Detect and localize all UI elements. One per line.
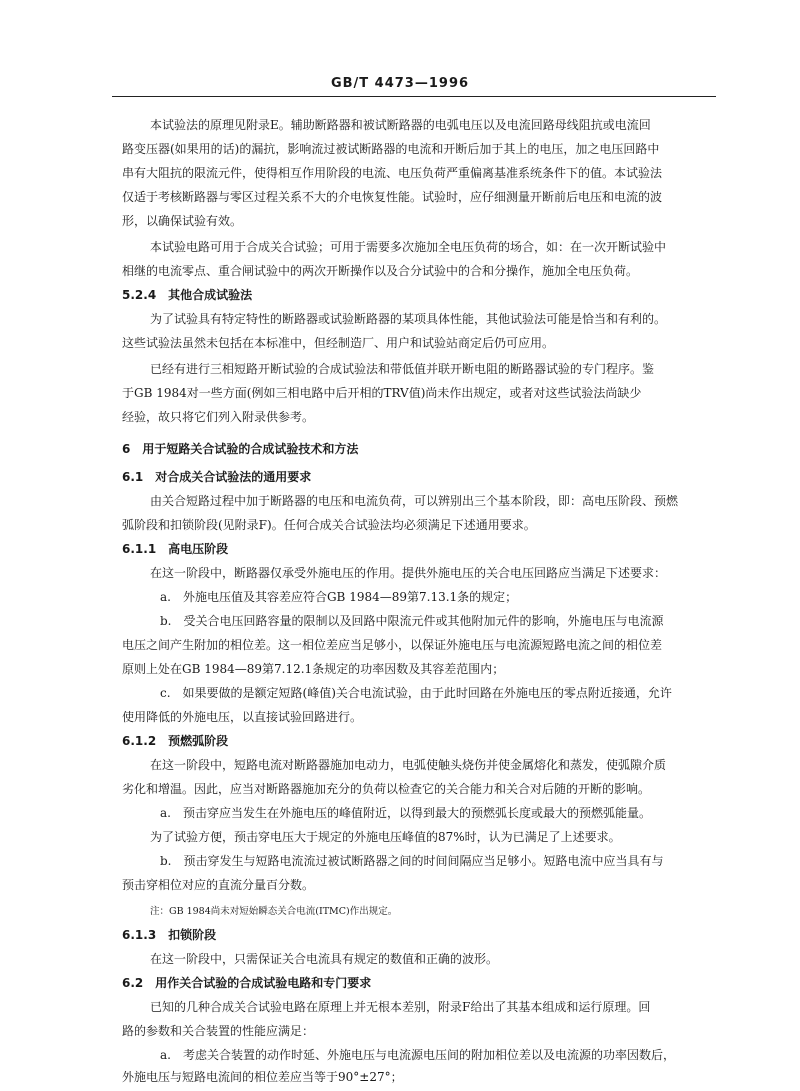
text-line: 外施电压与短路电流间的相位差应当等于90°±27°；: [122, 1070, 403, 1084]
text-line: a. 外施电压值及其容差应符合GB 1984—89第7.13.1条的规定；: [160, 590, 518, 604]
section-heading: 6.1.2 预燃弧阶段: [122, 734, 229, 748]
text-line: 已经有进行三相短路开断试验的合成试验法和带低值并联开断电阻的断路器试验的专门程序。鉴: [150, 362, 655, 376]
text-line: 于GB 1984对一些方面(例如三相电路中后开相的TRV值)尚未作出规定，或者对这些试验法尚缺少: [122, 386, 642, 400]
text-line: 由关合短路过程中加于断路器的电压和电流负荷，可以辨别出三个基本阶段，即：高电压阶段、预燃: [150, 494, 679, 508]
text-line: 形，以确保试验有效。: [122, 214, 243, 228]
text-line: 预击穿相位对应的直流分量百分数。: [122, 878, 315, 892]
header-rule: [112, 96, 716, 97]
text-line: 弧阶段和扣锁阶段(见附录F)。任何合成关合试验法均必须满足下述通用要求。: [122, 518, 536, 532]
text-line: 相继的电流零点、重合闸试验中的两次开断操作以及合分试验中的合和分操作，施加全电压负荷。: [122, 264, 639, 278]
text-line: 路变压器(如果用的话)的漏抗，影响流过被试断路器的电流和开断后加于其上的电压，加之电压回路中: [122, 142, 660, 156]
text-line: 为了试验具有特定特性的断路器或试验断路器的某项具体性能，其他试验法可能是恰当和有利的。: [150, 312, 667, 326]
text-line: 这些试验法虽然未包括在本标准中，但经制造厂、用户和试验站商定后仍可应用。: [122, 336, 555, 350]
note-line: 注：GB 1984尚未对短始瞬态关合电流(ITMC)作出规定。: [150, 906, 398, 917]
text-line: b. 预击穿发生与短路电流流过被试断路器之间的时间间隔应当足够小。短路电流中应当具有与: [160, 854, 664, 868]
text-line: 为了试验方便，预击穿电压大于规定的外施电压峰值的87%时，认为已满足了上述要求。: [150, 830, 621, 844]
section-heading: 6.1.1 高电压阶段: [122, 542, 229, 556]
text-line: c. 如果要做的是额定短路(峰值)关合电流试验，由于此时回路在外施电压的零点附近接通，允许: [160, 686, 672, 700]
text-line: 使用降低的外施电压，以直接试验回路进行。: [122, 710, 363, 724]
text-line: 在这一阶段中，短路电流对断路器施加电动力，电弧使触头烧伤并使金属熔化和蒸发，使弧隙介质: [150, 758, 667, 772]
text-line: 在这一阶段中，断路器仅承受外施电压的作用。提供外施电压的关合电压回路应当满足下述要求：: [150, 566, 667, 580]
section-heading: 6.2 用作关合试验的合成试验电路和专门要求: [122, 976, 372, 990]
text-line: 本试验法的原理见附录E。辅助断路器和被试断路器的电弧电压以及电流回路母线阻抗或电流回: [150, 118, 651, 132]
text-line: 原则上处在GB 1984—89第7.12.1条规定的功率因数及其容差范围内；: [122, 662, 505, 676]
text-line: 仅适于考核断路器与零区过程关系不大的介电恢复性能。试验时，应仔细测量开断前后电压和电流的波: [122, 190, 663, 204]
text-line: 路的参数和关合装置的性能应满足：: [122, 1024, 315, 1038]
section-heading: 6.1 对合成关合试验法的通用要求: [122, 470, 312, 484]
text-line: b. 受关合电压回路容量的限制以及回路中限流元件或其他附加元件的影响，外施电压与电流源: [160, 614, 664, 628]
text-line: 电压之间产生附加的相位差。这一相位差应当足够小，以保证外施电压与电流源短路电流之间的相位差: [122, 638, 663, 652]
text-line: 经验，故只将它们列入附录供参考。: [122, 410, 315, 424]
section-heading: 5.2.4 其他合成试验法: [122, 288, 253, 302]
text-line: 已知的几种合成关合试验电路在原理上并无根本差别，附录F给出了其基本组成和运行原理。回: [150, 1000, 651, 1014]
text-line: 本试验电路可用于合成关合试验；可用于需要多次施加全电压负荷的场合，如：在一次开断试验中: [150, 240, 667, 254]
text-line: 串有大阻抗的限流元件，使得相互作用阶段的电流、电压负荷严重偏离基准系统条件下的值。本试验法: [122, 166, 663, 180]
text-line: 劣化和增温。因此，应当对断路器施加充分的负荷以检查它的关合能力和关合对后随的开断的影响。: [122, 782, 651, 796]
text-line: a. 预击穿应当发生在外施电压的峰值附近，以得到最大的预燃弧长度或最大的预燃弧能量。: [160, 806, 651, 820]
section-heading: 6.1.3 扣锁阶段: [122, 928, 217, 942]
section-heading: 6 用于短路关合试验的合成试验技术和方法: [122, 442, 359, 456]
page-header: GB/T 4473—1996: [330, 76, 470, 91]
text-line: a. 考虑关合装置的动作时延、外施电压与电流源电压间的附加相位差以及电流源的功率因数后，: [160, 1048, 675, 1062]
text-line: 在这一阶段中，只需保证关合电流具有规定的数值和正确的波形。: [150, 952, 499, 966]
